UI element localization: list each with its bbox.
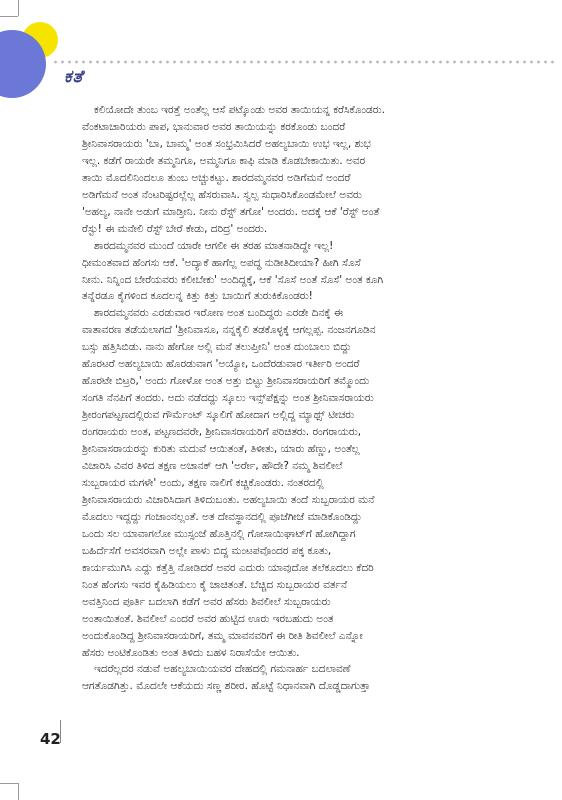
text-line: ಆಗತೊಡಗಿತ್ತು. ಮೊದಲೇ ಆಕೆಯದು ಸಣ್ಣ ಶರೀರ. ಹೊಟ್ಟೆ ನಿಧಾನವಾಗಿ ದೊಡ್ಡದಾಗುತ್ತಾ <box>82 680 371 693</box>
section-label: ಕತೆ <box>64 67 84 87</box>
text-line: ಇಲ್ಲ. ಕಡೆಗೆ ರಾಯರೇ ತಮ್ಮನಿಗೂ, ಅಮ್ಮನಿಗೂ ಕಾಫಿ ಮಾಡಿ ಕೊಡಬೇಕಾಯಿತು. ಅವರ <box>82 154 366 167</box>
text-line: ರೆಸ್ಟು! ಈ ಮನೇಲಿ ರೆಸ್ಟ್ ಬೇರೆ ಕೇಡು, ದರಿದ್ರ' ಅಂದರು. <box>82 222 268 235</box>
paragraph <box>82 102 474 238</box>
text-line: ರಂಗರಾಯರು ಅಂತ, ಪಟ್ಟಣದವರೇ, ಶ್ರೀನಿವಾಸರಾಯರಿಗೆ ಪರಿಚಿತರು. ರಂಗರಾಯರು, <box>82 426 362 439</box>
text-line: ಶ್ರೀನಿವಾಸರಾಯರು 'ಬಾ, ಬಾಮ್ಮ' ಅಂತ ಸಂಭ್ರಮಿಸಿದರೆ ಅಹಲ್ಯಬಾಯಿ ಉಭ ಇಲ್ಲ, ಶುಭ <box>82 137 371 150</box>
crop-mark-bottom-vertical <box>18 783 19 800</box>
text-line: ತನ್ನೆರಡೂ ಕೈಗಳಿಂದ ಕೂದಲನ್ನ ಕಿತ್ತು ಕಿತ್ತು ಬಾಯಿಗೆ ತುರುಕಿಕೊಂಡರು! <box>82 290 313 303</box>
text-line: ಸಂಗತಿ ನೆನಪಿಗೆ ತಂದರು. ಅದು ನಡೆದದ್ದು ಸ್ಕೂಲು ಇನ್ಸ್‌ಪೆಕ್ಷನ್ನು ಅಂತ ಶ್ರೀನಿವಾಸರಾಯರು <box>82 392 374 405</box>
text-line: ಅಡಿಗೆಮನೆ ಅಂತ ನೆಂಟರಿಷ್ಟರಲ್ಲೆಲ್ಲ ಹೆಸರುವಾಸಿ. ಸ್ವಲ್ಪ ಸುಧಾರಿಸಿಕೊಂಡಮೇಲೆ ಅವರು <box>82 188 362 201</box>
text-line: ತಾಯಿ ಮೊದಲಿನಿಂದಲೂ ತುಂಬ ಅಚ್ಚುಕಟ್ಟು. ಶಾರದಮ್ಮನವರ ಅಡಿಗೆಮನೆ ಅಂದರೆ <box>82 171 351 184</box>
text-line: ಅವತ್ತಿನಿಂದ ಪೂರ್ತಿ ಬದಲಾಗಿ ಕಡೆಗೆ ಅವರ ಹೆಸರು ಶಿವಲೀಲೆ ಸುಬ್ಬರಾಯರು <box>82 595 331 608</box>
decorative-circles <box>0 20 62 110</box>
text-line: ಬಸ್ಸು ಹತ್ತಿಸಿಬಿಡು. ನಾನು ಹೇಗೋ ಅಲ್ಲಿ ಮನೆ ತಲುಪ್ತೀನಿ' ಅಂತ ದುಂಬಾಲು ಬಿದ್ದು <box>82 341 352 354</box>
text-line: ವಾತಾವರಣ ತಡೆಯಲಾಗದೆ 'ಶ್ರೀನಿವಾಸೂ, ನನ್ನಕೈಲಿ ತಡಕೊಳ್ಳಕ್ಕೆ ಆಗಲ್ಲಪ್ಪ. ನಂಜನಗೂಡಿನ <box>82 324 376 337</box>
story-body <box>82 102 474 695</box>
text-line: ಒಂದು ಸಲ ಯಾವಾಗಲೋ ಮುಸ್ಸಂಜೆ ಹೊತ್ತಿನಲ್ಲಿ ಗೋಸಾಯಿಘಾಟ್‌ಗೆ ಹೋಗಿದ್ದಾಗ <box>82 527 356 540</box>
text-line: ಶಾರದಮ್ಮನವರ ಮುಂದೆ ಯಾರೇ ಆಗಲೀ ಈ ತರಹ ಮಾತನಾಡಿದ್ದೇ ಇಲ್ಲ! <box>94 239 334 252</box>
crop-mark-top-vertical <box>18 0 19 16</box>
page-number: 42 <box>40 730 61 748</box>
text-line: ಹೆಸರು ಅಂಟಿಕೊಂಡಿತು ಅಂತ ತಿಳಿದು ಬಹಳ ನಿರಾಸೆಯೇ ಆಯಿತು. <box>82 646 300 659</box>
text-line: ಮೊದಲು ಇದ್ದದ್ದು ಗಂಜಾಂನಲ್ಲಂತೆ. ಅತ ದೇವಸ್ಥಾನದಲ್ಲಿ ಪೂಜೆಗೀಜೆ ಮಾಡಿಕೊಂಡಿದ್ದು <box>82 510 362 523</box>
crop-mark-top <box>0 16 18 17</box>
text-line: ಅಂತಾಯಿತಂತೆ. ಶಿವಲೀಲೆ ಎಂದರೆ ಅವರ ಹುಟ್ಟಿದ ಊರು ಇರಬಹುದು ಅಂತ <box>82 612 334 625</box>
paragraph <box>82 661 474 695</box>
crop-mark-bottom <box>0 783 18 784</box>
text-line: ವೆಂಕಟಾಚಾರಿಯರು ಪಾಪ, ಭಾನುವಾರ ಅವರ ತಾಯಿಯನ್ನು ಕರಕೊಂಡು ಬಂದರೆ <box>82 120 346 133</box>
text-line: ಕಾರ್ಯಮುಗಿಸಿ ಎದ್ದು ಕತ್ತೆತ್ತಿ ನೋಡಿದರೆ ಅವರ ಎದುರು ಯಾವುದೋ ತಲೆಕೂದಲು ಕೆದರಿ <box>82 561 374 574</box>
paragraph <box>82 238 474 306</box>
text-line: ಶ್ರೀನಿವಾಸರಾಯರನ್ನು ಕುರಿತು ಮದುವೆ ಆಯಿತಂತೆ, ತಿಳೀತು, ಯಾರು ಹೆಣ್ಣು, ಅಂತೆಲ್ಲ <box>82 443 360 456</box>
text-line: ಶ್ರೀರಂಗಪಟ್ಟಣದಲ್ಲಿರುವ ಗೌರ್ಮೆಂಟ್ ಸ್ಕೂಲಿಗೆ ಹೋದಾಗ ಅಲ್ಲಿದ್ದ ಮ್ಯಾಥ್ಸ್ ಟೀಚರು <box>82 409 355 422</box>
text-line: ವಿಚಾರಿಸಿ ವಿವರ ತಿಳಿದ ತಕ್ಷಣ ಅಚಾನಕ್ ಆಗಿ 'ಅರ್ರೇ, ಹೌದೇ? ನಮ್ಮ ಶಿವಲೀಲೆ <box>82 460 343 473</box>
paragraph <box>82 305 474 661</box>
text-line: ಇದರೆಲ್ಲದರ ನಡುವೆ ಅಹಲ್ಯಬಾಯಿಯವರ ದೇಹದಲ್ಲಿ ಗಮನಾರ್ಹ ಬದಲಾವಣೆ <box>94 663 351 676</box>
text-line: ಅಂದುಕೊಂಡಿದ್ದ ಶ್ರೀನಿವಾಸರಾಯರಿಗೆ, ತಮ್ಮ ಮಾವನವರಿಗೆ ಈ ರೀತಿ ಶಿವಲೀಲೆ ಎನ್ನೋ <box>82 629 363 642</box>
text-line: ಶ್ರೀನಿವಾಸರಾಯರು ವಿಚಾರಿಸಿದಾಗ ತಿಳಿದುಬಂತು. ಅಹಲ್ಯಬಾಯಿ ತಂದೆ ಸುಬ್ಬರಾಯರ ಮನೆ <box>82 493 375 506</box>
text-line: ಹೊರಟರೆ ಅಹಲ್ಯಬಾಯಿ ಹೊರಡುವಾಗ 'ಅಯ್ಯೋ, ಒಂದೆರಡುವಾರ ಇರ್ತೀರಿ ಅಂದರೆ <box>82 358 360 371</box>
text-line: ಬಹಿರ್ದೆಸೆಗೆ ಅವಸರವಾಗಿ ಅಲ್ಲೇ ಪಾಳು ಬಿದ್ದ ಮಂಟಪವೊಂದರ ಪಕ್ಕ ಕೂತು, <box>82 544 332 557</box>
text-line: ಕಲಿಯೋದೇ ತುಂಬ ಇರತ್ತೆ ಅಂತೆಲ್ಲ ಆಸೆ ಪಟ್ಕೊಂಡು ಅವರ ತಾಯಿಯನ್ನ ಕರೆಸಿಕೊಂಡರು. <box>94 104 385 116</box>
text-line: 'ಅಹಲ್ಯ, ನಾನೇ ಅಡುಗೆ ಮಾಡ್ತೀನಿ. ನೀನು ರೆಸ್ಟ್ ತಗೋ' ಅಂದರು. ಅದಕ್ಕೆ ಆಕೆ 'ರೆಸ್ಟ್ ಅಂತೆ <box>82 205 380 218</box>
text-line: ನಿಂತ ಹೆಂಗಸು ಇವರ ಕೈಹಿಡಿಯಲು ಕೈ ಚಾಚಿತಂತೆ. ಬೆಚ್ಚಿದ ಸುಬ್ಬರಾಯರ ವರ್ತನೆ <box>82 578 348 591</box>
text-line: ಸುಬ್ಬರಾಯರ ಮಗಳೇ' ಅಂದು, ತಕ್ಷಣ ನಾಲಿಗೆ ಕಚ್ಚಿಕೊಂಡರು. ನಂತರದಲ್ಲಿ <box>82 476 324 489</box>
text-line: ಹೊರಟೇ ಬಿಟ್ರರಿ,' ಅಂದು ಗೋಳೋ ಅಂತ ಅತ್ತು ಬಿಟ್ಟು ಶ್ರೀನಿವಾಸರಾಯರಿಗೆ ತಮ್ಮೊಂದು <box>82 375 370 388</box>
text-line: ಶಾರದಮ್ಮನವರು ಎರಡುವಾರ ಇರೋಣ ಅಂತ ಬಂದಿದ್ದರು ಎರಡೇ ದಿನಕ್ಕೆ ಈ <box>94 307 343 320</box>
text-line: ಧೀಮಂತವಾದ ಹೆಂಗಸು ಆಕೆ. 'ಅದ್ಯಾಕೆ ಹಾಗೆಲ್ಲ ಅಪದ್ಧ ನುಡೀತಿದೀಯಾ? ಹೀಗಿ ಸೊಸೆ <box>82 256 361 269</box>
dotted-rule <box>52 60 558 64</box>
text-line: ನೀನು. ನಿನ್ನಿಂದ ಬೇರೆಯವರು ಕಲೀಬೇಕು' ಅಂದಿದ್ದಕ್ಕೆ, ಆಕೆ 'ಸೊಸೆ ಅಂತೆ ಸೊಸೆ' ಅಂತ ಕೂಗಿ <box>82 273 384 286</box>
